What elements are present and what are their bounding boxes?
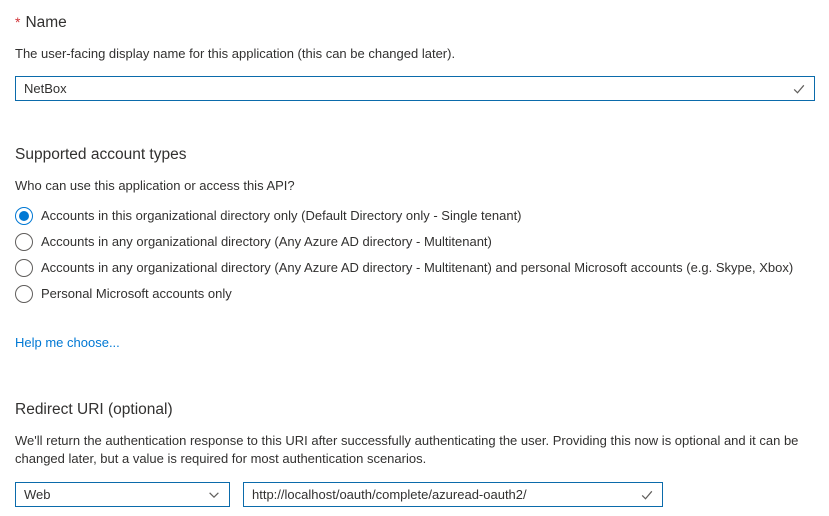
radio-option-label: Accounts in any organizational directory (Any Azure AD directory - Multitenant) and personal Microsoft accounts (e.g. Skype, Xbox) (41, 260, 794, 275)
help-me-choose-link[interactable]: Help me choose... (15, 335, 120, 350)
name-description: The user-facing display name for this application (this can be changed later). (15, 46, 456, 61)
redirect-uri-input[interactable] (252, 487, 640, 502)
redirect-uri-input-container (243, 482, 663, 507)
redirect-uri-description: We'll return the authentication response to this URI after successfully authenticating the user. Providing this now is optional and it can be changed later, but a value is required for most authentication scenarios. (15, 433, 799, 466)
name-label-text: Name (25, 14, 67, 31)
platform-select[interactable] (15, 482, 230, 507)
radio-option-multitenant[interactable] (15, 233, 815, 251)
valid-check-icon (640, 488, 654, 502)
valid-check-icon (792, 82, 806, 96)
required-asterisk: * (15, 14, 21, 30)
radio-button-icon[interactable] (15, 285, 33, 303)
radio-option-label: Personal Microsoft accounts only (41, 286, 232, 301)
radio-option-label: Accounts in any organizational directory (Any Azure AD directory - Multitenant) (41, 234, 492, 249)
radio-button-icon[interactable] (15, 233, 33, 251)
platform-select-value: Web (24, 487, 51, 502)
redirect-uri-title: Redirect URI (optional) (15, 401, 173, 418)
radio-option-personal-only[interactable] (15, 285, 815, 303)
chevron-down-icon (207, 488, 221, 502)
account-types-question: Who can use this application or access this API? (15, 178, 295, 193)
name-input[interactable] (24, 81, 792, 96)
radio-button-icon[interactable] (15, 259, 33, 277)
radio-button-icon[interactable] (15, 207, 33, 225)
account-types-radio-group (15, 207, 815, 303)
radio-option-multitenant-personal[interactable] (15, 259, 815, 277)
name-field-label (15, 12, 815, 33)
radio-option-label: Accounts in this organizational directory only (Default Directory only - Single tenant) (41, 208, 522, 223)
name-input-container (15, 76, 815, 101)
redirect-uri-row (15, 482, 815, 507)
supported-account-types-title: Supported account types (15, 146, 187, 163)
redirect-uri-section (15, 400, 815, 507)
radio-option-single-tenant[interactable] (15, 207, 815, 225)
supported-account-types-section (15, 145, 815, 352)
